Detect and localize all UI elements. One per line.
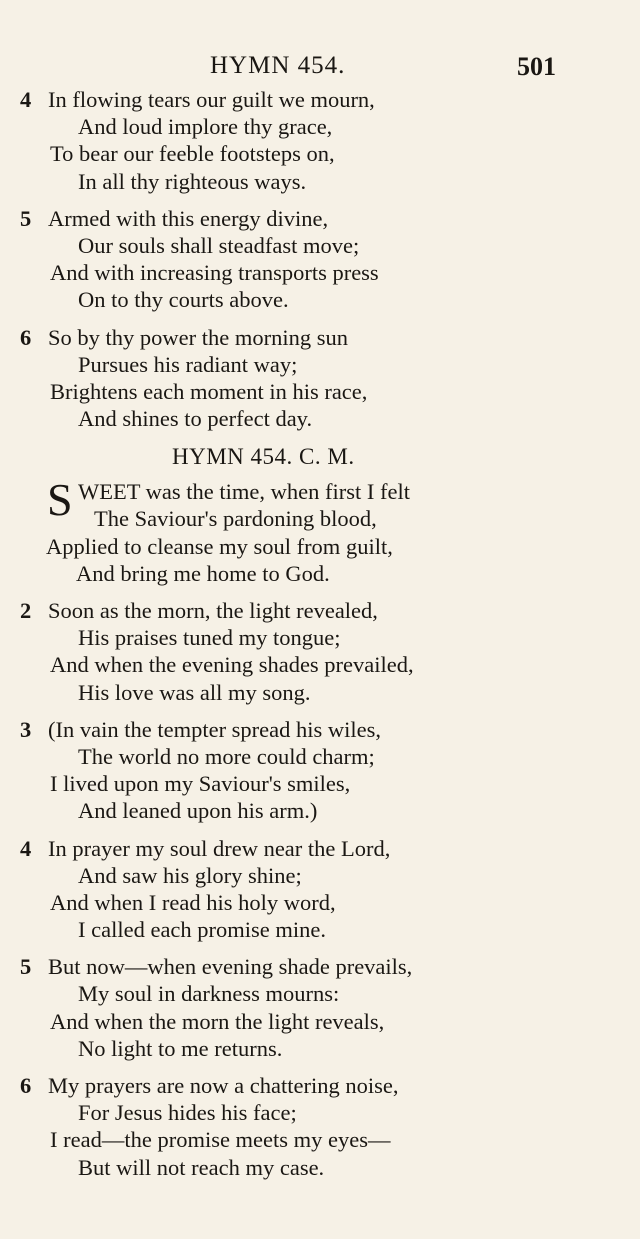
verse-text: My prayers are now a chattering noise, <box>48 1073 399 1098</box>
stanza-number: 5 <box>20 205 32 231</box>
verse-text: In flowing tears our guilt we mourn, <box>48 87 375 112</box>
page-number: 501 <box>517 52 556 81</box>
verse-line <box>20 597 630 624</box>
verse-line: And shines to perfect day. <box>78 406 313 432</box>
verse-line: And when the evening shades prevailed, <box>50 652 414 678</box>
stanza-number: 5 <box>20 954 32 980</box>
verse-line: The world no more could charm; <box>78 743 375 769</box>
stanza-number: 6 <box>20 324 32 350</box>
verse-line: The Saviour's pardoning blood, <box>94 506 377 532</box>
verse-text: In prayer my soul drew near the Lord, <box>48 835 391 861</box>
hymn-heading: HYMN 454. C. M. <box>172 444 355 470</box>
stanza-number: 3 <box>20 716 32 742</box>
verse-line: And when I read his holy word, <box>50 889 336 915</box>
verse-text: Armed with this energy divine, <box>48 205 329 231</box>
verse-line: To bear our feeble footsteps on, <box>50 141 335 167</box>
stanza-6 <box>20 1072 630 1181</box>
stanza-5 <box>20 953 630 1062</box>
verse-line: And saw his glory shine; <box>78 862 302 888</box>
stanza-3 <box>20 716 630 825</box>
verse-line: Pursues his radiant way; <box>78 351 298 377</box>
verse-line: I lived upon my Saviour's smiles, <box>50 771 351 797</box>
verse-line: On to thy courts above. <box>78 287 289 313</box>
running-head <box>0 52 640 84</box>
verse-line: And with increasing transports press <box>50 260 379 286</box>
stanza-top-5 <box>20 205 630 314</box>
stanza-number: 2 <box>20 598 32 623</box>
verse-line <box>20 205 630 232</box>
stanza-top-4 <box>20 86 630 195</box>
verse-line: And bring me home to God. <box>76 560 330 586</box>
verse-line: I called each promise mine. <box>78 917 327 943</box>
verse-text: But now—when evening shade prevails, <box>48 954 413 980</box>
verse-line: Applied to cleanse my soul from guilt, <box>46 533 393 559</box>
verse-line: Brightens each moment in his race, <box>50 378 368 404</box>
verse-line <box>20 716 630 743</box>
running-title: HYMN 454. <box>210 52 346 79</box>
stanza-4 <box>20 835 630 944</box>
verse-line <box>20 86 630 113</box>
verse-line <box>20 324 630 351</box>
verse-line <box>20 953 630 980</box>
verse-text: So by thy power the morning sun <box>48 324 348 350</box>
verse-line: And leaned upon his arm.) <box>78 798 318 824</box>
verse-line: His praises tuned my tongue; <box>78 625 341 651</box>
verse-text: (In vain the tempter spread his wiles, <box>48 716 382 742</box>
verse-line: I read—the promise meets my eyes— <box>50 1127 391 1153</box>
stanza-number: 6 <box>20 1073 32 1098</box>
verse-line: For Jesus hides his face; <box>78 1100 297 1126</box>
stanza-number: 4 <box>20 87 32 112</box>
stanza-1 <box>20 474 630 587</box>
verse-line: But will not reach my case. <box>78 1154 325 1180</box>
verse-line: No light to me returns. <box>78 1035 283 1061</box>
stanza-top-6 <box>20 324 630 433</box>
verse-line <box>20 835 630 862</box>
verse-line: Our souls shall steadfast move; <box>78 232 360 258</box>
verse-line <box>20 1072 630 1099</box>
verse-line: And when the morn the light reveals, <box>50 1008 385 1034</box>
verse-line: WEET was the time, when first I felt <box>78 479 410 505</box>
verse-text: Soon as the morn, the light revealed, <box>48 598 378 623</box>
verse-line: My soul in darkness mourns: <box>78 981 340 1007</box>
verse-line: His love was all my song. <box>78 679 311 705</box>
drop-cap: S <box>47 474 73 526</box>
verse-line: And loud implore thy grace, <box>78 114 333 140</box>
page-body <box>20 86 630 1191</box>
stanza-number: 4 <box>20 835 32 861</box>
stanza-2 <box>20 597 630 706</box>
verse-line: In all thy righteous ways. <box>78 168 307 194</box>
